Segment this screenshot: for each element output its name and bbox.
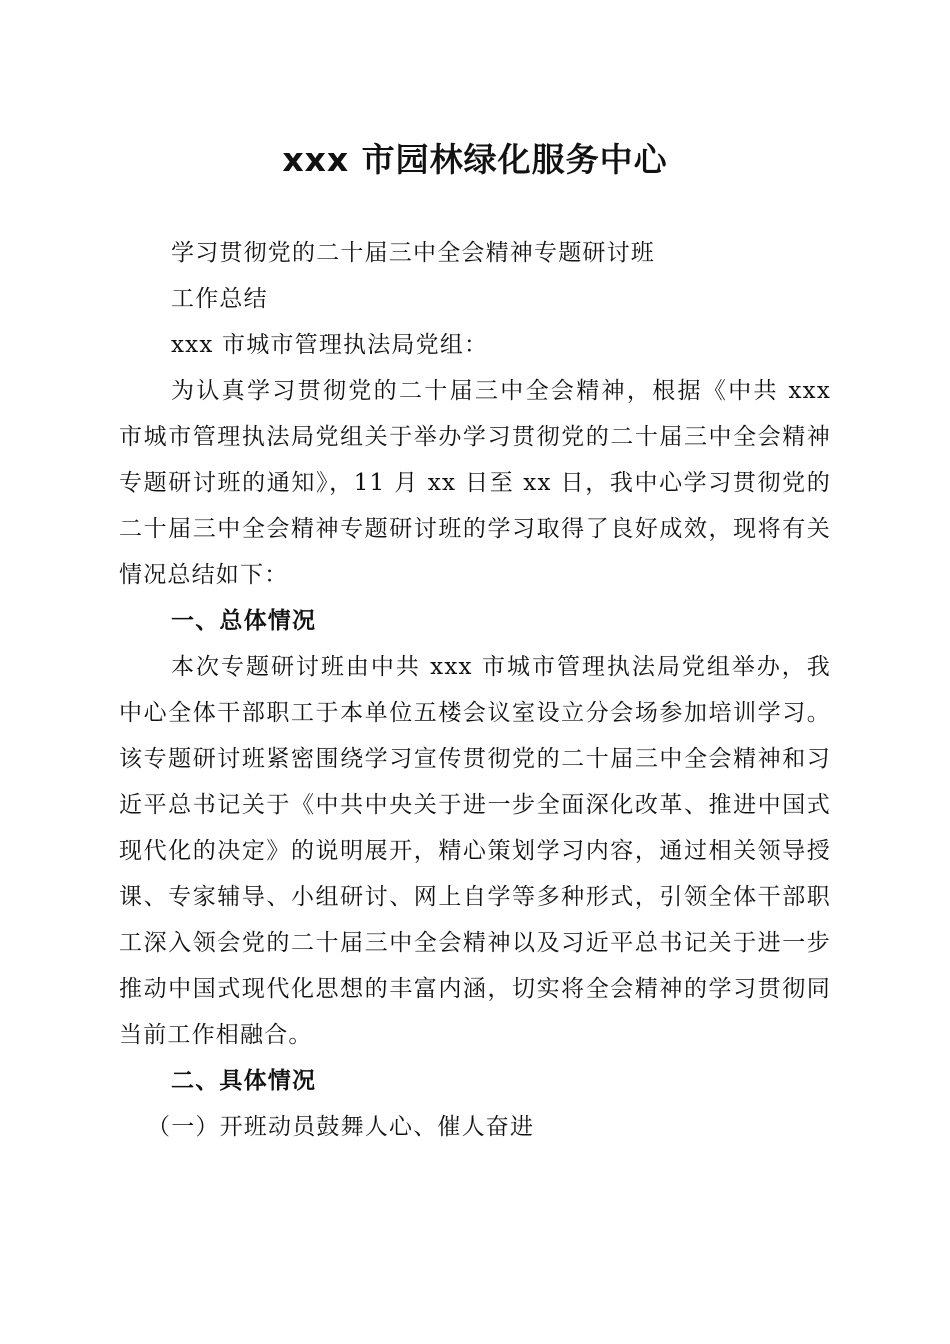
document-body: [119, 230, 831, 1150]
subtitle-line-1: 学习贯彻党的二十届三中全会精神专题研讨班: [171, 240, 655, 266]
subtitle-line-2: 工作总结: [171, 286, 268, 312]
section-2-subheading-1: （一）开班动员鼓舞人心、催人奋进: [147, 1114, 535, 1140]
section-2-heading: 二、具体情况: [171, 1068, 317, 1094]
section-1-heading: 一、总体情况: [171, 608, 317, 634]
addressee: xxx 市城市管理执法局党组：: [171, 332, 489, 358]
document-title: xxx 市园林绿化服务中心: [282, 140, 668, 179]
section-1-paragraph: 本次专题研讨班由中共 xxx 市城市管理执法局党组举办，我中心全体干部职工于本单位五楼会议室设立分会场参加培训学习。该专题研讨班紧密围绕学习宣传贯彻党的二十届三中全会精神和习近平总书记关于《中共中央关于进一步全面深化改革、推进中国式现代化的决定》的说明展开，精心策划学习内容，通过相关领导授课、专家辅导、小组研讨、网上自学等多种形式，引领全体干部职工深入领会党的二十届三中全会精神以及习近平总书记关于进一步推动中国式现代化思想的丰富内涵，切实将全会精神的学习贯彻同当前工作相融合。: [119, 654, 831, 1048]
intro-paragraph: 为认真学习贯彻党的二十届三中全会精神，根据《中共 xxx 市城市管理执法局党组关于举办学习贯彻党的二十届三中全会精神专题研讨班的通知》，11 月 xx 日至 xx 日，我中心学习贯彻党的二十届三中全会精神专题研讨班的学习取得了良好成效，现将有关情况总结如下：: [119, 378, 831, 588]
